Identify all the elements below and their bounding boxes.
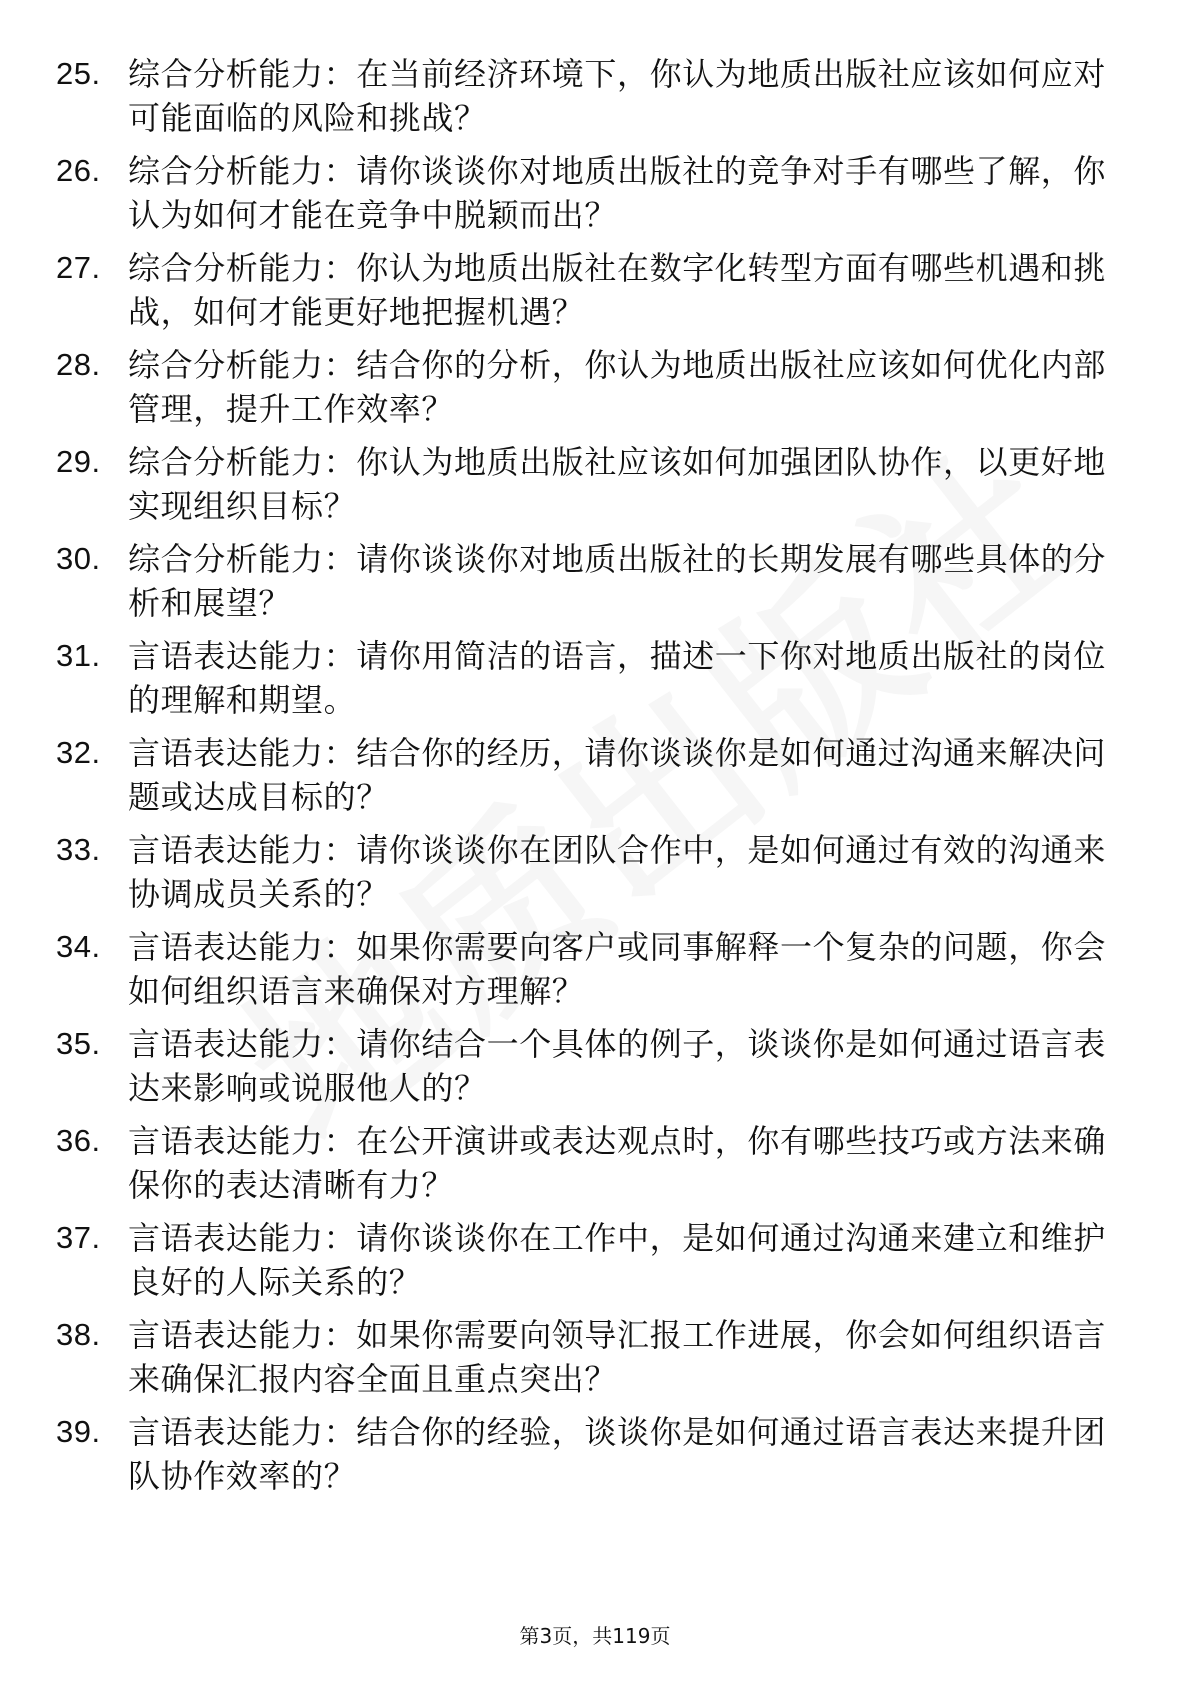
question-text: 言语表达能力：请你谈谈你在团队合作中，是如何通过有效的沟通来协调成员关系的？ xyxy=(128,831,1107,913)
question-text: 综合分析能力：你认为地质出版社在数字化转型方面有哪些机遇和挑战，如何才能更好地把握机遇？ xyxy=(128,249,1107,331)
question-number: 38. xyxy=(56,1317,101,1352)
question-number: 25. xyxy=(56,56,101,91)
question-text: 综合分析能力：请你谈谈你对地质出版社的竞争对手有哪些了解，你认为如何才能在竞争中脱颖而出？ xyxy=(128,152,1107,234)
question-number: 34. xyxy=(56,929,101,964)
question-text: 综合分析能力：请你谈谈你对地质出版社的长期发展有哪些具体的分析和展望？ xyxy=(128,540,1107,622)
question-number: 31. xyxy=(56,638,101,673)
question-item xyxy=(56,537,1116,634)
question-item xyxy=(56,1216,1116,1313)
question-item xyxy=(56,149,1116,246)
question-number: 35. xyxy=(56,1026,101,1061)
question-item xyxy=(56,731,1116,828)
question-text: 言语表达能力：在公开演讲或表达观点时，你有哪些技巧或方法来确保你的表达清晰有力？ xyxy=(128,1122,1107,1204)
question-text: 言语表达能力：请你谈谈你在工作中，是如何通过沟通来建立和维护良好的人际关系的？ xyxy=(128,1219,1107,1301)
question-number: 27. xyxy=(56,250,101,285)
question-text: 综合分析能力：在当前经济环境下，你认为地质出版社应该如何应对可能面临的风险和挑战？ xyxy=(128,55,1107,137)
question-number: 29. xyxy=(56,444,101,479)
question-text: 综合分析能力：结合你的分析，你认为地质出版社应该如何优化内部管理，提升工作效率？ xyxy=(128,346,1107,428)
question-item xyxy=(56,634,1116,731)
question-number: 37. xyxy=(56,1220,101,1255)
question-item xyxy=(56,1410,1116,1507)
question-number: 36. xyxy=(56,1123,101,1158)
question-text: 言语表达能力：请你结合一个具体的例子，谈谈你是如何通过语言表达来影响或说服他人的？ xyxy=(128,1025,1107,1107)
question-item xyxy=(56,440,1116,537)
question-text: 言语表达能力：如果你需要向领导汇报工作进展，你会如何组织语言来确保汇报内容全面且重点突出？ xyxy=(128,1316,1107,1398)
question-number: 28. xyxy=(56,347,101,382)
question-text: 言语表达能力：如果你需要向客户或同事解释一个复杂的问题，你会如何组织语言来确保对方理解？ xyxy=(128,928,1107,1010)
question-text: 言语表达能力：结合你的经历，请你谈谈你是如何通过沟通来解决问题或达成目标的？ xyxy=(128,734,1107,816)
question-item xyxy=(56,1313,1116,1410)
question-item xyxy=(56,343,1116,440)
page-footer: 第3页，共119页 xyxy=(519,1624,671,1648)
question-item xyxy=(56,828,1116,925)
question-number: 39. xyxy=(56,1414,101,1449)
question-item xyxy=(56,925,1116,1022)
question-number: 30. xyxy=(56,541,101,576)
question-number: 32. xyxy=(56,735,101,770)
question-number: 26. xyxy=(56,153,101,188)
question-item xyxy=(56,246,1116,343)
question-list xyxy=(56,52,1116,1507)
question-number: 33. xyxy=(56,832,101,867)
question-text: 综合分析能力：你认为地质出版社应该如何加强团队协作，以更好地实现组织目标？ xyxy=(128,443,1107,525)
question-item xyxy=(56,52,1116,149)
question-text: 言语表达能力：请你用简洁的语言，描述一下你对地质出版社的岗位的理解和期望。 xyxy=(128,637,1107,719)
question-item xyxy=(56,1022,1116,1119)
question-text: 言语表达能力：结合你的经验，谈谈你是如何通过语言表达来提升团队协作效率的？ xyxy=(128,1413,1107,1495)
question-item xyxy=(56,1119,1116,1216)
